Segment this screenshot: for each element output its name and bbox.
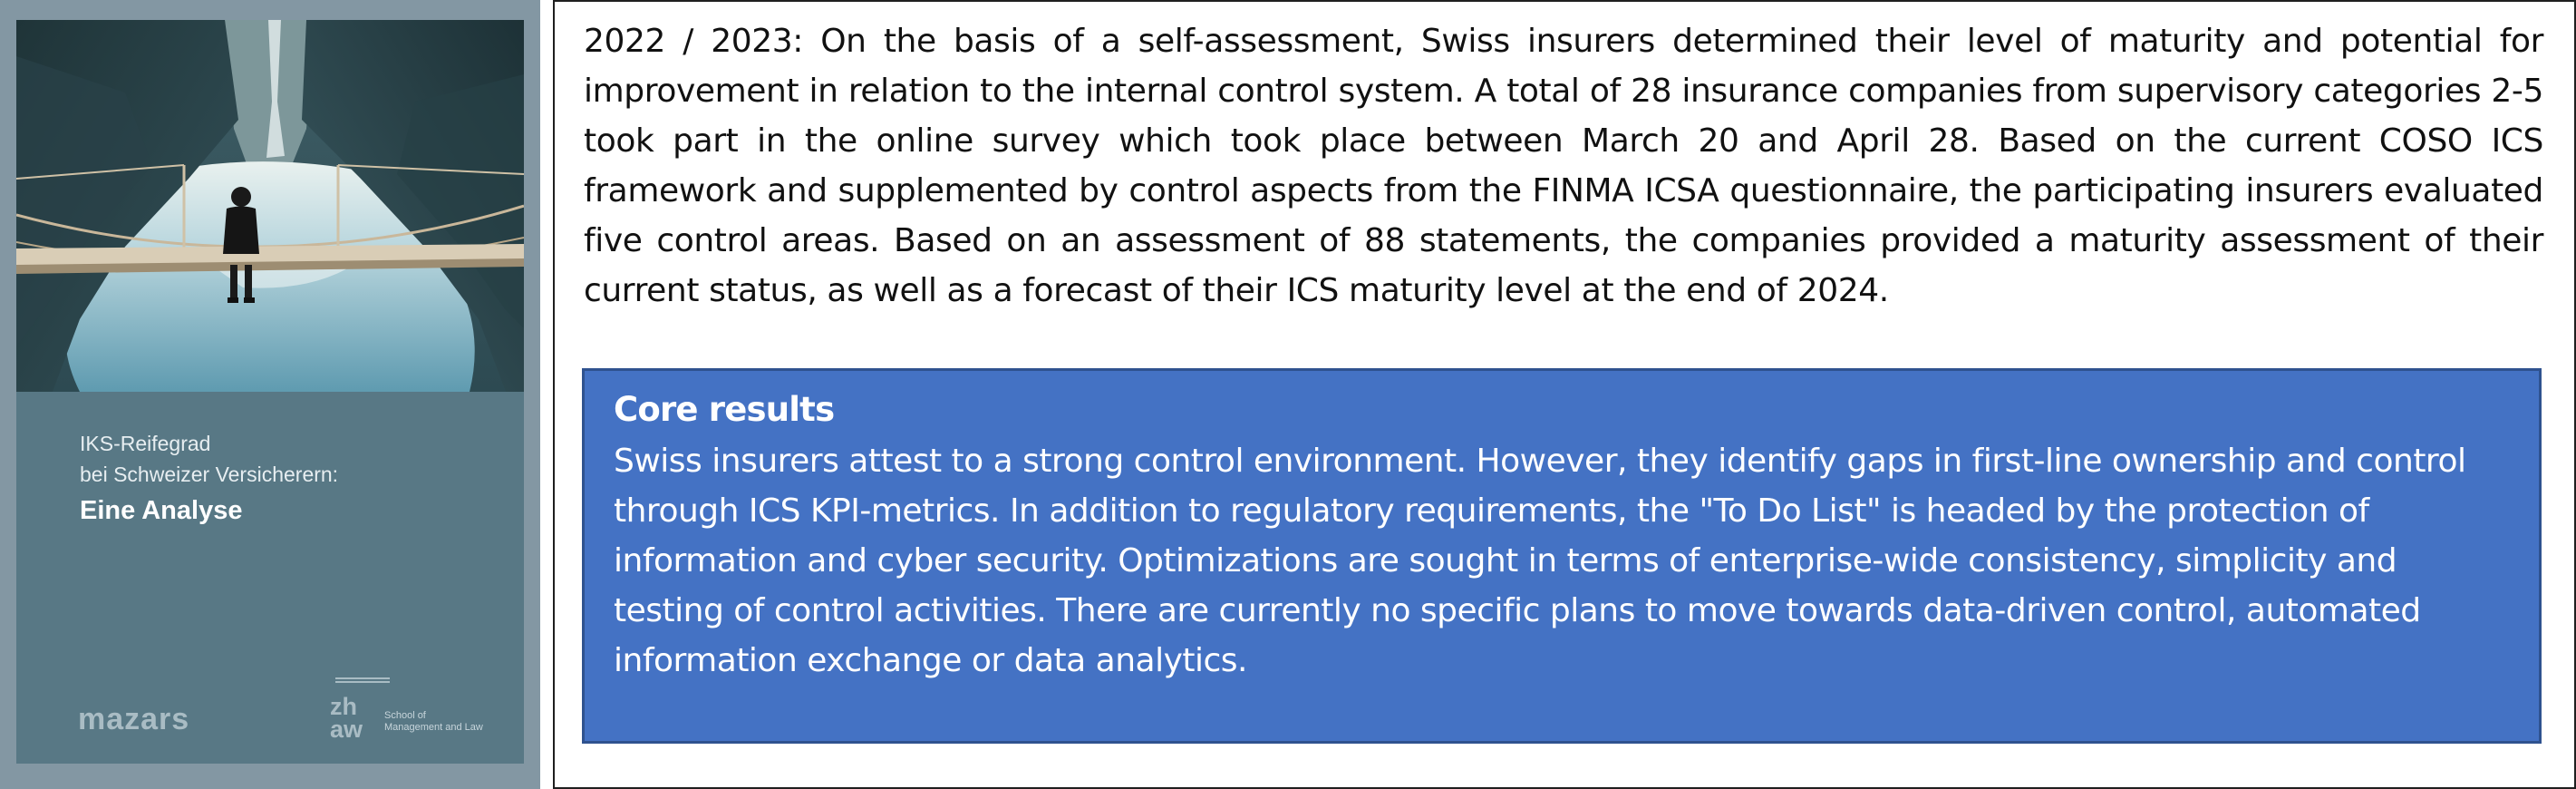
zhaw-logo-mark: zh aw xyxy=(330,693,363,743)
brochure-cover xyxy=(16,20,524,764)
cover-subtitle-line-2: bei Schweizer Versicherern: xyxy=(80,463,339,486)
core-results-box xyxy=(582,368,2542,744)
cover-title: Eine Analyse xyxy=(80,496,243,525)
intro-paragraph: 2022 / 2023: On the basis of a self-assessment, Swiss insurers determined their level of maturity and potential for improvement in relation to the internal control system. A total of 28 insurance companies from supervisory categories 2-5 took part in the online survey which took place between March 20 and April 28. Based on the current COSO ICS framework and supplemented by control aspects from the FINMA ICSA questionnaire, the participating insurers evaluated five control areas. Based on an assessment of 88 statements, the companies provided a maturity assessment of their current status, as well as a forecast of their ICS maturity level at the end of 2024. xyxy=(584,23,2543,309)
cover-photo xyxy=(16,20,524,392)
mazars-logo: mazars xyxy=(78,702,190,736)
text-panel xyxy=(553,0,2576,789)
brochure-cover-frame xyxy=(0,0,540,789)
zhaw-logo-rule xyxy=(335,677,390,685)
cover-text-block xyxy=(80,428,338,530)
cover-subtitle-line-1: IKS-Reifegrad xyxy=(80,432,211,455)
core-results-title: Core results xyxy=(614,390,835,429)
core-results-text: Swiss insurers attest to a strong control environment. However, they identify gaps in first-line ownership and control through ICS KPI-metrics. In addition to regulatory requirements, the "To Do List" is headed by the protection of information and cyber security. Optimizations are sought in terms of enterprise-wide consistency, simplicity and testing of control activities. There are currently no specific plans to move towards data-driven control, automated information exchange or data analytics. xyxy=(614,443,2466,679)
zhaw-school-caption: School of Management and Law xyxy=(384,710,483,733)
zhaw-logo xyxy=(314,677,495,759)
suspension-bridge-photo xyxy=(16,20,524,392)
